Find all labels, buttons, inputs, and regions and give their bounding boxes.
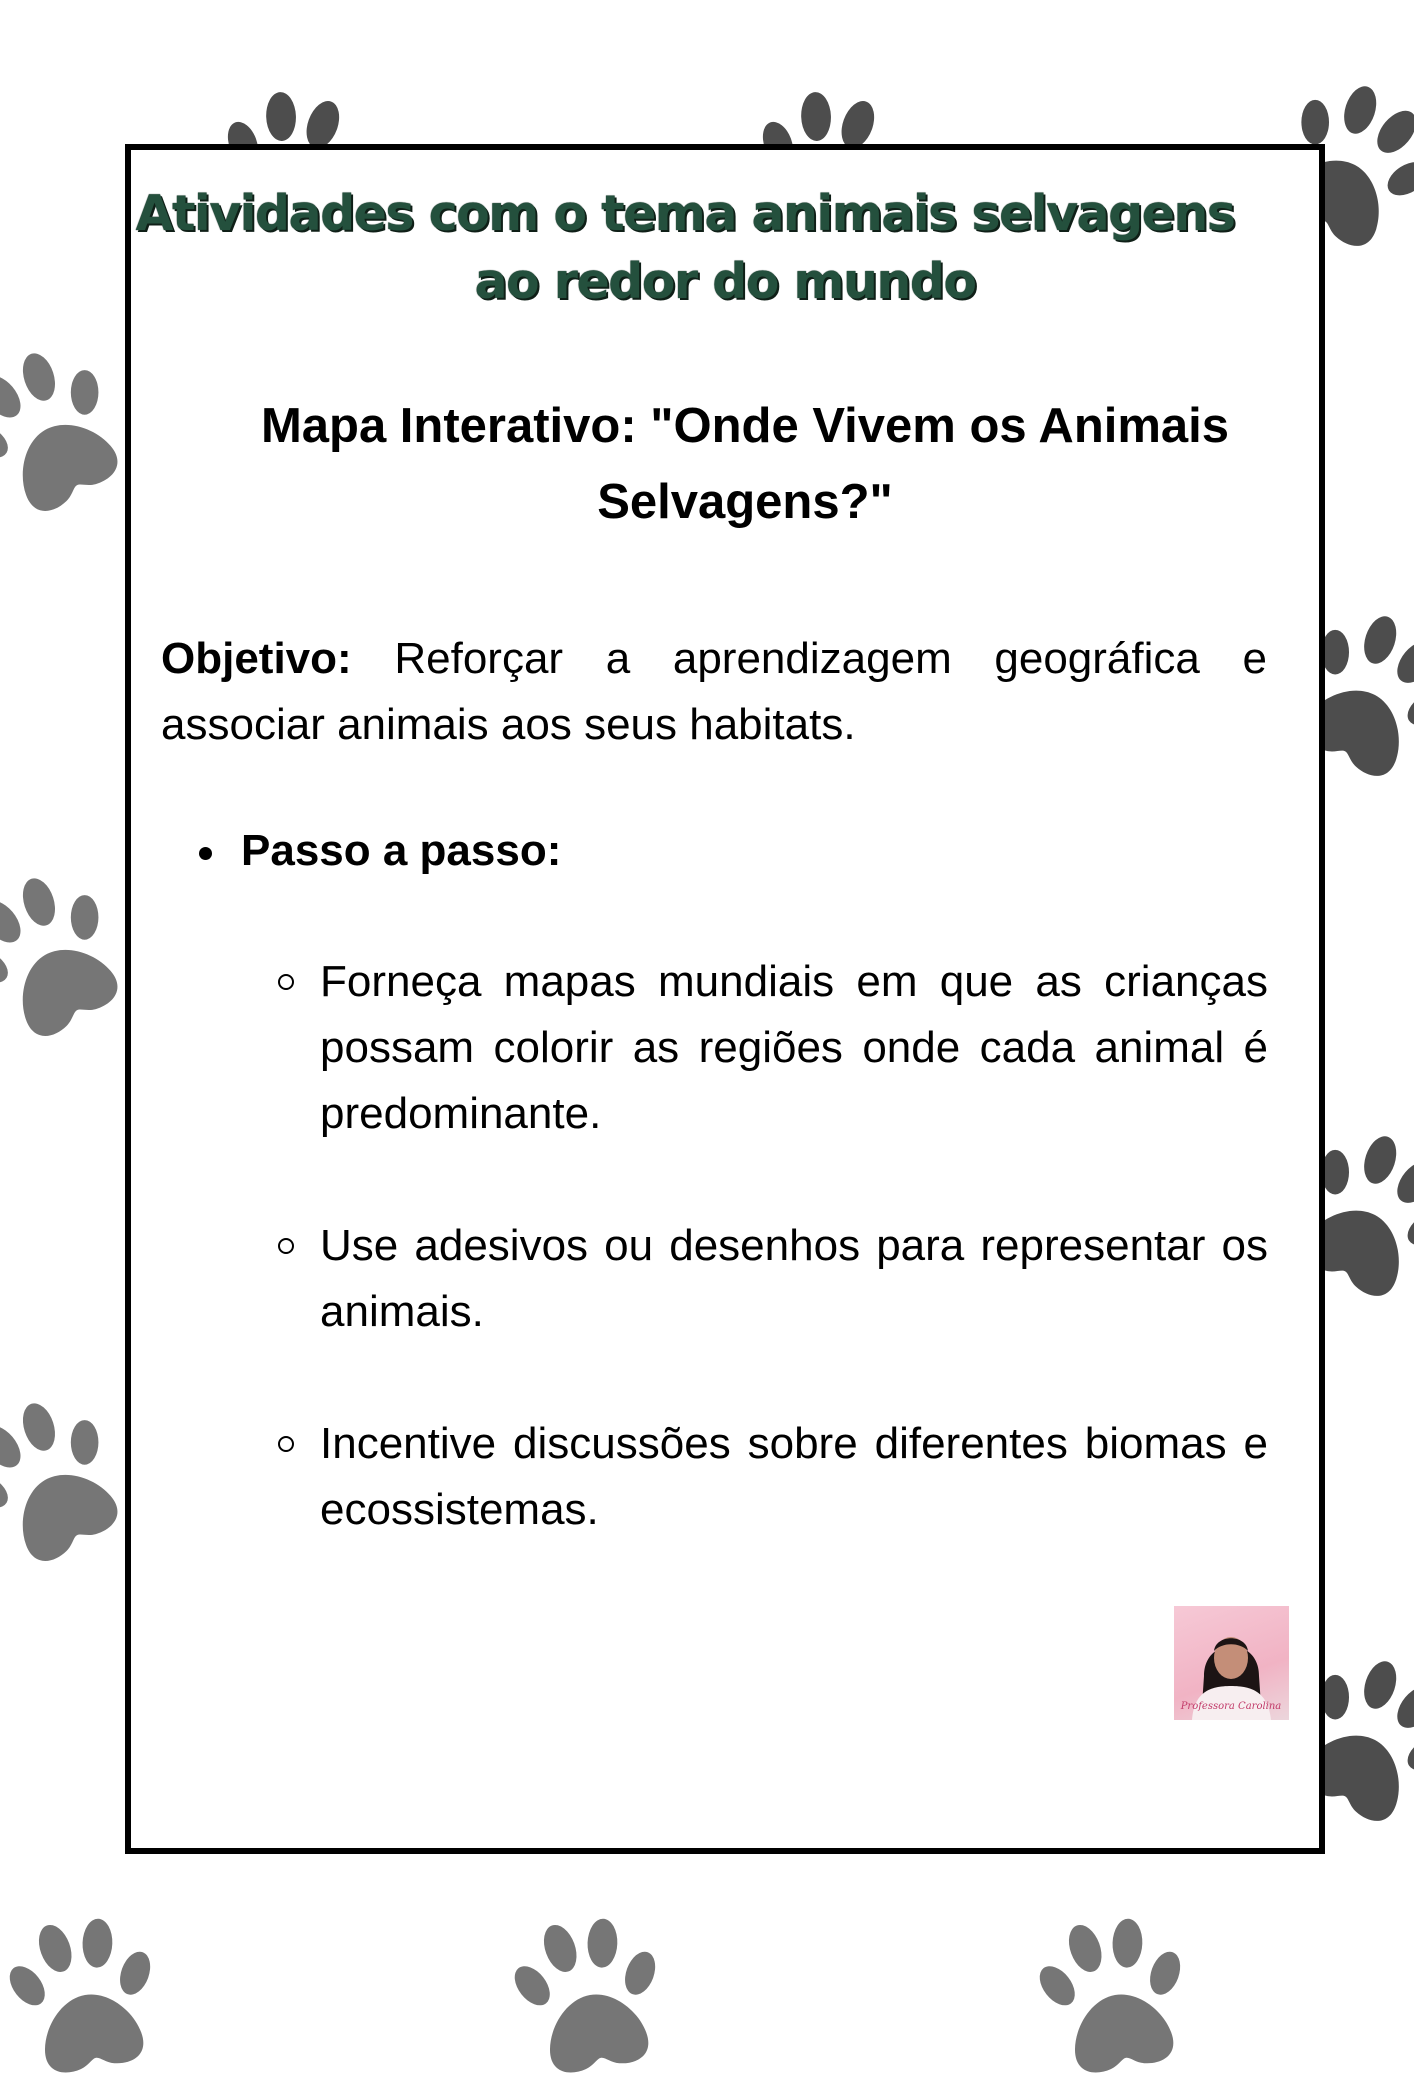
list-item-text: Forneça mapas mundiais em que as crianças possam colorir as regiões onde cada animal é predominante. [320,957,1268,1138]
bullet-circle [278,1238,294,1254]
paw-print-icon [492,1897,689,2093]
bullet-disc [199,847,212,860]
objective-paragraph [161,626,1267,758]
list-item [320,1411,1414,1543]
bullet-circle [278,1436,294,1452]
list-item [320,1213,1414,1345]
list-item [320,949,1414,1147]
steps-heading: Passo a passo: [241,826,562,875]
paw-print-icon [1017,1897,1214,2093]
paw-print-icon [0,1897,183,2093]
page-title-line2: ao redor do mundo [474,253,976,310]
page-title-line1: Atividades com o tema animais selvagens [135,185,1235,242]
list-item-text: Use adesivos ou desenhos para representar os animais. [320,1221,1268,1336]
objective-text: Reforçar a aprendizagem geográfica e associar animais aos seus habitats. [161,634,1267,749]
activity-title: Mapa Interativo: "Onde Vivem os Animais Selvagens?" [260,399,1230,529]
list-item-text: Incentive discussões sobre diferentes biomas e ecossistemas. [320,1419,1268,1534]
content-frame [125,144,1325,1854]
photo-shirt-text: Professora Carolina [1180,1701,1282,1712]
objective-label: Objetivo: [161,634,352,683]
page-title [131,180,1319,316]
bullet-circle [278,974,294,990]
author-photo [1174,1606,1289,1720]
